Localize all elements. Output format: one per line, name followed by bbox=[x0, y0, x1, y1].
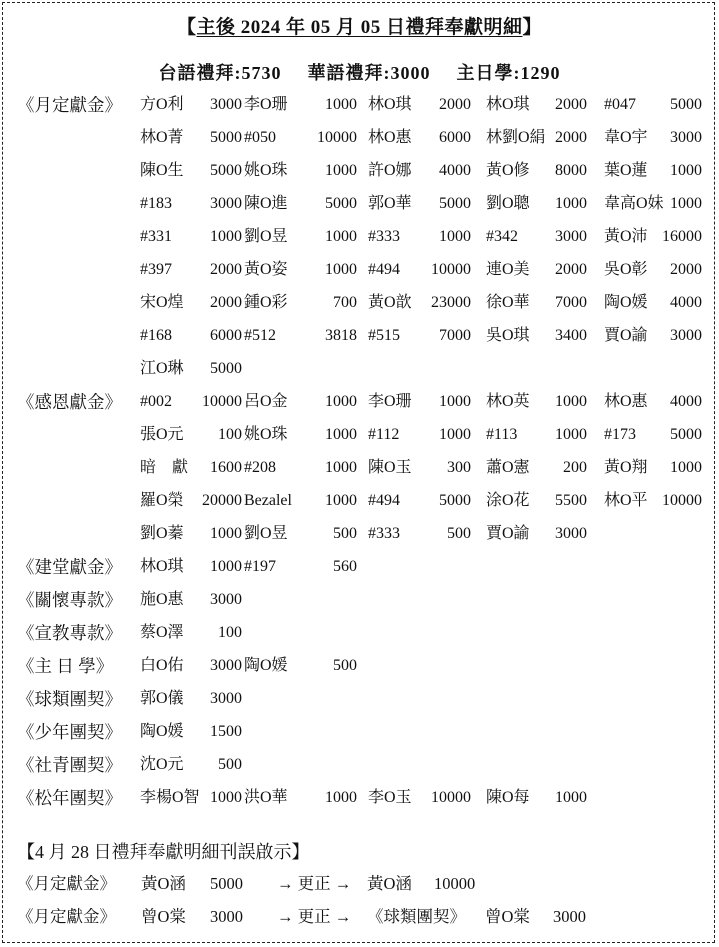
correction-new-name: 黃O涵 bbox=[367, 874, 412, 893]
section-label: 《少年團契》 bbox=[17, 722, 122, 742]
donation-amount: 5000 bbox=[325, 195, 357, 212]
donation-amount: 1000 bbox=[325, 162, 357, 179]
donation-amount: 700 bbox=[333, 294, 357, 311]
donor-name: 陳O進 bbox=[244, 195, 288, 212]
correction-amount: 3000 bbox=[210, 907, 243, 926]
donor-name: 劉O昱 bbox=[244, 525, 288, 542]
donation-amount: 3000 bbox=[670, 129, 702, 146]
correction-new-category: 《球類團契》 bbox=[367, 907, 466, 926]
donation-amount: 20000 bbox=[202, 492, 242, 509]
donation-amount: 10000 bbox=[431, 789, 471, 806]
donor-name: 涂O花 bbox=[486, 492, 530, 509]
donor-name: 沈O元 bbox=[140, 756, 184, 773]
section-label: 《球類團契》 bbox=[17, 689, 122, 709]
donation-amount: 1000 bbox=[325, 789, 357, 806]
donation-amount: 10000 bbox=[317, 129, 357, 146]
donor-name: 陶O媛 bbox=[140, 723, 184, 740]
donor-name: 許O娜 bbox=[368, 162, 412, 179]
donor-name: 李O玉 bbox=[368, 789, 412, 806]
section-label: 《建堂獻金》 bbox=[17, 557, 122, 577]
donor-name: 呂O金 bbox=[244, 393, 288, 410]
donation-amount: 1000 bbox=[325, 393, 357, 410]
donor-name: #333 bbox=[368, 525, 400, 542]
donation-amount: 5500 bbox=[555, 492, 587, 509]
donor-name: 蕭O憲 bbox=[486, 459, 530, 476]
donor-name: 林O惠 bbox=[604, 393, 648, 410]
donor-name: 劉O蓁 bbox=[140, 525, 184, 542]
section-label: 《社青團契》 bbox=[17, 755, 122, 775]
donor-name: 鍾O彩 bbox=[244, 294, 288, 311]
donation-amount: 200 bbox=[563, 459, 587, 476]
donation-amount: 5000 bbox=[670, 426, 702, 443]
donation-amount: 5000 bbox=[670, 96, 702, 113]
donation-amount: 1000 bbox=[325, 228, 357, 245]
donor-name: Bezalel bbox=[244, 492, 292, 509]
donation-amount: 1000 bbox=[325, 459, 357, 476]
donation-amount: 1000 bbox=[439, 228, 471, 245]
donation-amount: 1000 bbox=[325, 492, 357, 509]
attendance-value: 1290 bbox=[520, 63, 561, 83]
donor-name: 賈O諭 bbox=[604, 327, 648, 344]
donation-amount: 100 bbox=[218, 426, 242, 443]
donor-name: 韋O宇 bbox=[604, 129, 648, 146]
donation-amount: 4000 bbox=[670, 393, 702, 410]
donation-amount: 3000 bbox=[670, 327, 702, 344]
donor-name: 李O珊 bbox=[368, 393, 412, 410]
donation-amount: 10000 bbox=[431, 261, 471, 278]
donation-amount: 500 bbox=[218, 756, 242, 773]
donor-name: 姚O珠 bbox=[244, 162, 288, 179]
donation-amount: 1000 bbox=[555, 426, 587, 443]
donor-name: 羅O榮 bbox=[140, 492, 184, 509]
donation-amount: 1000 bbox=[210, 789, 242, 806]
donor-name: 陳O每 bbox=[486, 789, 530, 806]
donor-name: 吳O琪 bbox=[486, 327, 530, 344]
attendance-value: 5730 bbox=[241, 63, 282, 83]
donor-name: 林劉O絹 bbox=[486, 129, 546, 146]
donor-name: 葉O蓮 bbox=[604, 162, 648, 179]
donation-amount: 2000 bbox=[670, 261, 702, 278]
donation-amount: 2000 bbox=[210, 261, 242, 278]
correction-heading: 【4 月 28 日禮拜奉獻明細刊誤啟示】 bbox=[17, 842, 310, 862]
section-label: 《月定獻金》 bbox=[17, 95, 122, 115]
donation-amount: 1000 bbox=[670, 162, 702, 179]
donation-amount: 2000 bbox=[555, 96, 587, 113]
donor-name: 黃O修 bbox=[486, 162, 530, 179]
donor-name: #494 bbox=[368, 492, 400, 509]
donation-amount: 16000 bbox=[662, 228, 702, 245]
donation-amount: 5000 bbox=[210, 129, 242, 146]
donor-name: 劉O昱 bbox=[244, 228, 288, 245]
donor-name: 暗 獻 bbox=[140, 459, 189, 476]
donor-name: 黃O翔 bbox=[604, 459, 648, 476]
donation-amount: 1000 bbox=[555, 195, 587, 212]
donor-name: 韋高O妹 bbox=[604, 195, 664, 212]
donor-name: #113 bbox=[486, 426, 518, 443]
correction-category: 《月定獻金》 bbox=[17, 874, 116, 893]
donation-amount: 1000 bbox=[325, 261, 357, 278]
donation-amount: 3000 bbox=[210, 195, 242, 212]
donor-name: 陶O媛 bbox=[244, 657, 288, 674]
donation-amount: 3000 bbox=[555, 228, 587, 245]
correction-name: 黃O涵 bbox=[141, 874, 186, 893]
donor-name: 張O元 bbox=[140, 426, 184, 443]
title-text: 主後 2024 年 05 月 05 日禮拜奉獻明細 bbox=[196, 17, 523, 38]
title-open-bracket: 【 bbox=[176, 17, 197, 38]
donation-amount: 2000 bbox=[555, 261, 587, 278]
donor-name: 郭O儀 bbox=[140, 690, 184, 707]
donation-amount: 3000 bbox=[555, 525, 587, 542]
correction-arrow: → 更正 → bbox=[277, 874, 352, 893]
donor-name: 施O惠 bbox=[140, 591, 184, 608]
donor-name: 宋O煌 bbox=[140, 294, 184, 311]
donor-name: #512 bbox=[244, 327, 276, 344]
donation-amount: 1000 bbox=[555, 789, 587, 806]
donor-name: 白O佑 bbox=[140, 657, 184, 674]
donor-name: 陳O玉 bbox=[368, 459, 412, 476]
donor-name: 洪O華 bbox=[244, 789, 288, 806]
donor-name: 吳O彰 bbox=[604, 261, 648, 278]
attendance-label: 主日學 bbox=[456, 63, 514, 83]
donation-amount: 4000 bbox=[439, 162, 471, 179]
correction-category: 《月定獻金》 bbox=[17, 907, 116, 926]
donor-name: 姚O珠 bbox=[244, 426, 288, 443]
donor-name: #333 bbox=[368, 228, 400, 245]
donor-name: #208 bbox=[244, 459, 276, 476]
donor-name: 林O琪 bbox=[486, 96, 530, 113]
donation-amount: 7000 bbox=[439, 327, 471, 344]
donation-amount: 6000 bbox=[210, 327, 242, 344]
correction-new-amount: 3000 bbox=[553, 907, 586, 926]
donor-name: #168 bbox=[140, 327, 172, 344]
correction-new-name: 曾O棠 bbox=[485, 907, 530, 926]
donation-amount: 560 bbox=[333, 558, 357, 575]
donation-amount: 1000 bbox=[210, 525, 242, 542]
donation-amount: 5000 bbox=[210, 360, 242, 377]
correction-new-amount: 10000 bbox=[434, 874, 476, 893]
donation-amount: 6000 bbox=[439, 129, 471, 146]
donation-amount: 3000 bbox=[210, 690, 242, 707]
donation-amount: 3000 bbox=[210, 657, 242, 674]
donor-name: 連O美 bbox=[486, 261, 530, 278]
donation-amount: 1000 bbox=[670, 195, 702, 212]
section-label: 《感恩獻金》 bbox=[17, 392, 122, 412]
donor-name: 黃O歆 bbox=[368, 294, 412, 311]
donation-amount: 5000 bbox=[439, 195, 471, 212]
donor-name: 郭O華 bbox=[368, 195, 412, 212]
correction-name: 曾O棠 bbox=[141, 907, 186, 926]
donation-amount: 100 bbox=[218, 624, 242, 641]
donation-amount: 23000 bbox=[431, 294, 471, 311]
donation-amount: 1000 bbox=[210, 228, 242, 245]
donation-amount: 7000 bbox=[555, 294, 587, 311]
donation-amount: 1000 bbox=[210, 558, 242, 575]
donation-amount: 500 bbox=[447, 525, 471, 542]
donation-amount: 5000 bbox=[439, 492, 471, 509]
donation-amount: 300 bbox=[447, 459, 471, 476]
donation-amount: 1000 bbox=[439, 393, 471, 410]
donation-amount: 1500 bbox=[210, 723, 242, 740]
donation-amount: 1000 bbox=[325, 426, 357, 443]
donation-amount: 2000 bbox=[210, 294, 242, 311]
section-label: 《宣教專款》 bbox=[17, 623, 122, 643]
donor-name: 方O利 bbox=[140, 96, 184, 113]
donor-name: #331 bbox=[140, 228, 172, 245]
correction-arrow: → 更正 → bbox=[277, 907, 352, 926]
donation-amount: 3400 bbox=[555, 327, 587, 344]
donor-name: 黃O沛 bbox=[604, 228, 648, 245]
correction-amount: 5000 bbox=[210, 874, 243, 893]
donor-name: #183 bbox=[140, 195, 172, 212]
section-label: 《松年團契》 bbox=[17, 788, 122, 808]
donation-amount: 1000 bbox=[555, 393, 587, 410]
donation-amount: 3000 bbox=[210, 96, 242, 113]
donation-amount: 1600 bbox=[210, 459, 242, 476]
section-label: 《主 日 學》 bbox=[17, 656, 114, 676]
title-close-bracket: 】 bbox=[522, 17, 543, 38]
donor-name: 李O珊 bbox=[244, 96, 288, 113]
donor-name: #397 bbox=[140, 261, 172, 278]
donation-amount: 3000 bbox=[210, 591, 242, 608]
attendance-label: 華語禮拜 bbox=[307, 63, 384, 83]
donor-name: 賈O諭 bbox=[486, 525, 530, 542]
attendance-totals: 台語禮拜:5730 華語禮拜:3000 主日學:1290 bbox=[158, 63, 561, 83]
attendance-label: 台語禮拜 bbox=[158, 63, 235, 83]
donor-name: #173 bbox=[604, 426, 636, 443]
donation-amount: 5000 bbox=[210, 162, 242, 179]
page-title bbox=[0, 12, 719, 39]
donor-name: 江O琳 bbox=[140, 360, 184, 377]
donor-name: #494 bbox=[368, 261, 400, 278]
donor-name: 林O琪 bbox=[368, 96, 412, 113]
donation-amount: 500 bbox=[333, 657, 357, 674]
donor-name: 林O菁 bbox=[140, 129, 184, 146]
donor-name: 劉O聰 bbox=[486, 195, 530, 212]
donation-amount: 8000 bbox=[555, 162, 587, 179]
donation-amount: 10000 bbox=[662, 492, 702, 509]
donation-amount: 1000 bbox=[670, 459, 702, 476]
donor-name: #047 bbox=[604, 96, 636, 113]
section-label: 《關懷專款》 bbox=[17, 590, 122, 610]
donor-name: 陳O生 bbox=[140, 162, 184, 179]
donation-amount: 500 bbox=[333, 525, 357, 542]
donor-name: 蔡O澤 bbox=[140, 624, 184, 641]
donor-name: 林O英 bbox=[486, 393, 530, 410]
donor-name: 李楊O智 bbox=[140, 789, 200, 806]
donor-name: 林O惠 bbox=[368, 129, 412, 146]
donation-amount: 10000 bbox=[202, 393, 242, 410]
attendance-value: 3000 bbox=[390, 63, 431, 83]
donor-name: 林O琪 bbox=[140, 558, 184, 575]
donor-name: #342 bbox=[486, 228, 518, 245]
donation-amount: 1000 bbox=[325, 96, 357, 113]
donation-amount: 3818 bbox=[325, 327, 357, 344]
donor-name: #112 bbox=[368, 426, 400, 443]
donation-amount: 2000 bbox=[555, 129, 587, 146]
donor-name: 陶O媛 bbox=[604, 294, 648, 311]
donor-name: #515 bbox=[368, 327, 400, 344]
donation-amount: 4000 bbox=[670, 294, 702, 311]
donor-name: #002 bbox=[140, 393, 172, 410]
donor-name: 林O平 bbox=[604, 492, 648, 509]
donor-name: #197 bbox=[244, 558, 276, 575]
donor-name: 徐O華 bbox=[486, 294, 530, 311]
donation-amount: 2000 bbox=[439, 96, 471, 113]
donor-name: #050 bbox=[244, 129, 276, 146]
donor-name: 黃O姿 bbox=[244, 261, 288, 278]
donation-amount: 1000 bbox=[439, 426, 471, 443]
